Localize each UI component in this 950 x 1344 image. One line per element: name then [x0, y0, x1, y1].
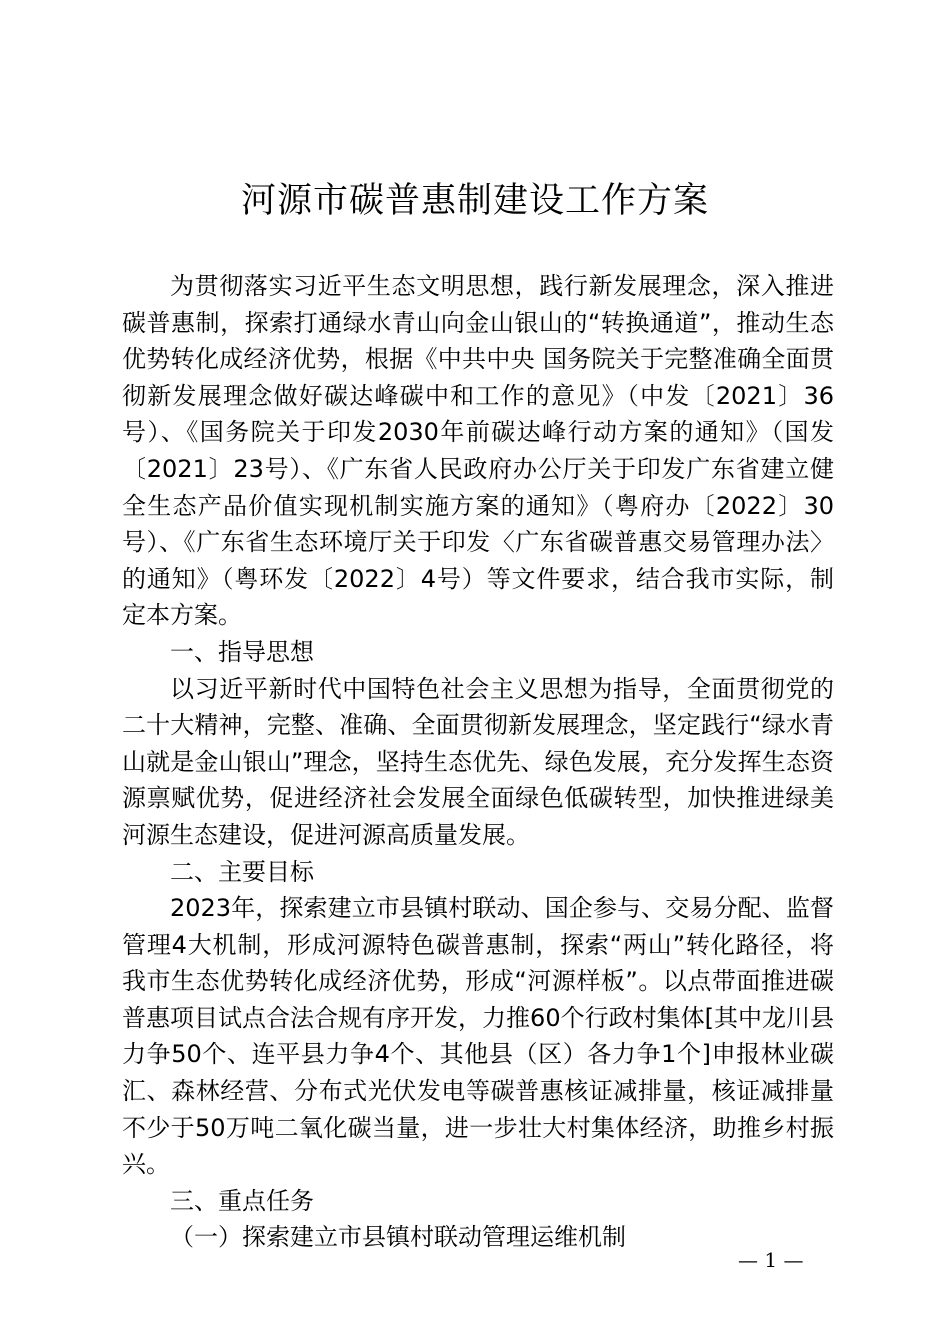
section-heading-key-tasks: 三、重点任务: [170, 1186, 314, 1215]
intro-paragraph: 为贯彻落实习近平生态文明思想，践行新发展理念，深入推进碳普惠制，探索打通绿水青山向金山银山的“转换通道”，推动生态优势转化成经济优势，根据《中共中央 国务院关于完整准确全面贯彻新发展理念做好碳达峰碳中和工作的意见》（中发〔2021〕36号）、《国务院关于印发2030年前碳达峰行动方案的通知》（国发〔2021〕23号）、《广东省人民政府办公厅关于印发广东省建立健全生态产品价值实现机制实施方案的通知》（粤府办〔2022〕30号）、《广东省生态环境厅关于印发〈广东省碳普惠交易管理办法〉的通知》（粤环发〔2022〕4号）等文件要求，结合我市实际，制定本方案。: [122, 272, 834, 630]
section-heading-main-goals: 二、主要目标: [170, 857, 314, 886]
page-number: — 1 —: [738, 1248, 804, 1272]
document-title: 河源市碳普惠制建设工作方案: [240, 181, 709, 221]
subsection-heading-linkage-mechanism: （一）探索建立市县镇村联动管理运维机制: [170, 1223, 626, 1252]
main-goals-paragraph: 2023年，探索建立市县镇村联动、国企参与、交易分配、监督管理4大机制，形成河源特色碳普惠制，探索“两山”转化路径，将我市生态优势转化成经济优势，形成“河源样板”。以点带面推进碳普惠项目试点合法合规有序开发，力推60个行政村集体[其中龙川县力争50个、连平县力争4个、其他县（区）各力争1个]申报林业碳汇、森林经营、分布式光伏发电等碳普惠核证减排量，核证减排量不少于50万吨二氧化碳当量，进一步壮大村集体经济，助推乡村振兴。: [122, 894, 834, 1179]
guiding-ideology-paragraph: 以习近平新时代中国特色社会主义思想为指导，全面贯彻党的二十大精神，完整、准确、全面贯彻新发展理念，坚定践行“绿水青山就是金山银山”理念，坚持生态优先、绿色发展，充分发挥生态资源禀赋优势，促进经济社会发展全面绿色低碳转型，加快推进绿美河源生态建设，促进河源高质量发展。: [122, 674, 834, 849]
document-body: [122, 268, 834, 1256]
section-heading-guiding-ideology: 一、指导思想: [170, 637, 314, 666]
